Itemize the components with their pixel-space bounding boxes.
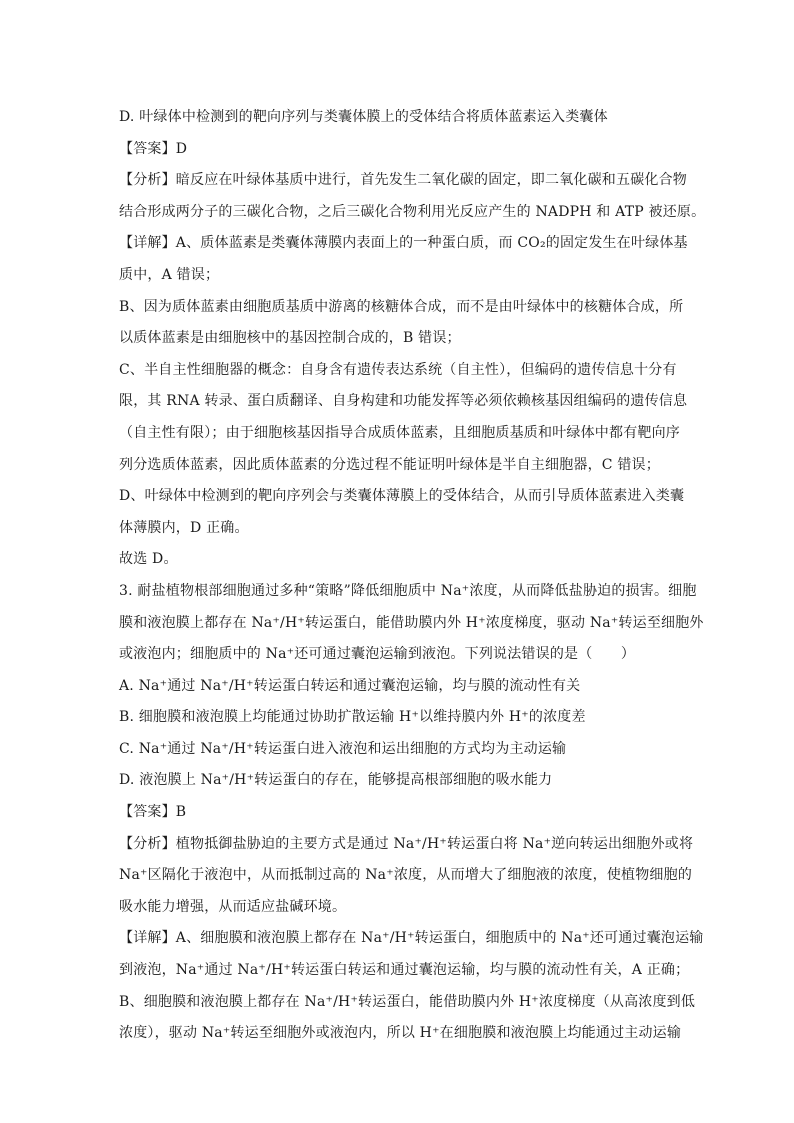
text-line: 体薄膜内，D 正确。: [119, 519, 249, 536]
question-stem: 3. 耐盐植物根部细胞通过多种“策略”降低细胞质中 Na⁺浓度，从而降低盐胁迫的损害。细胞: [119, 582, 697, 599]
text-line: 以质体蓝素是由细胞核中的基因控制合成的，B 错误；: [119, 330, 461, 347]
text-line: D、叶绿体中检测到的靶向序列会与类囊体薄膜上的受体结合，从而引导质体蓝素进入类囊: [119, 488, 685, 505]
text-line: 吸水能力增强，从而适应盐碱环境。: [119, 898, 347, 915]
document-page: [119, 102, 706, 1050]
text-line: 限，其 RNA 转录、蛋白质翻译、自身构建和功能发挥等必须依赖核基因组编码的遗传信息: [119, 393, 688, 410]
detail-line: 【详解】A、细胞膜和液泡膜上都存在 Na⁺/H⁺转运蛋白，细胞质中的 Na⁺还可通过囊泡运输: [119, 930, 704, 947]
answer-line: 【答案】B: [119, 804, 187, 821]
text-line: 浓度），驱动 Na⁺转运至细胞外或液泡内，所以 H⁺在细胞膜和液泡膜上均能通过主动运输: [119, 1025, 682, 1042]
text-line: C、半自主性细胞器的概念：自身含有遗传表达系统（自主性），但编码的遗传信息十分有: [119, 361, 677, 378]
text-line: D. 叶绿体中检测到的靶向序列与类囊体膜上的受体结合将质体蓝素运入类囊体: [119, 109, 608, 125]
question-stem: 或液泡内；细胞质中的 Na⁺还可通过囊泡运输到液泡。下列说法错误的是（ ）: [119, 646, 636, 663]
option-c: C. Na⁺通过 Na⁺/H⁺转运蛋白进入液泡和运出细胞的方式均为主动运输: [119, 740, 567, 757]
text-line: 列分选质体蓝素，因此质体蓝素的分选过程不能证明叶绿体是半自主细胞器，C 错误；: [119, 456, 660, 473]
analysis-line: 【分析】植物抵御盐胁迫的主要方式是通过 Na⁺/H⁺转运蛋白将 Na⁺逆向转运出细胞外或将: [119, 835, 694, 852]
option-b: B. 细胞膜和液泡膜上均能通过协助扩散运输 H⁺以维持膜内外 H⁺的浓度差: [119, 709, 586, 726]
option-d: D. 液泡膜上 Na⁺/H⁺转运蛋白的存在，能够提高根部细胞的吸水能力: [119, 772, 553, 789]
text-line: B、细胞膜和液泡膜上都存在 Na⁺/H⁺转运蛋白，能借助膜内外 H⁺浓度梯度（从高浓度到低: [119, 993, 696, 1010]
text-line: Na⁺区隔化于液泡中，从而抵制过高的 Na⁺浓度，从而增大了细胞液的浓度，使植物细胞的: [119, 867, 693, 884]
text-line: 结合形成两分子的三碳化合物，之后三碳化合物利用光反应产生的 NADPH 和 ATP 被还原。: [119, 203, 706, 220]
option-a: A. Na⁺通过 Na⁺/H⁺转运蛋白转运和通过囊泡运输，均与膜的流动性有关: [119, 677, 581, 694]
detail-line: 【详解】A、质体蓝素是类囊体薄膜内表面上的一种蛋白质，而 CO₂的固定发生在叶绿体基: [119, 235, 688, 252]
text-line: 质中，A 错误；: [119, 266, 220, 283]
analysis-line: 【分析】暗反应在叶绿体基质中进行，首先发生二氧化碳的固定，即二氧化碳和五碳化合物: [119, 172, 687, 189]
text-line: B、因为质体蓝素由细胞质基质中游离的核糖体合成，而不是由叶绿体中的核糖体合成，所: [119, 298, 684, 315]
answer-line: 【答案】D: [119, 140, 188, 157]
text-line: 故选 D。: [119, 551, 178, 568]
text-line: （自主性有限）；由于细胞核基因指导合成质体蓝素，且细胞质基质和叶绿体中都有靶向序: [119, 424, 680, 441]
text-line: 到液泡，Na⁺通过 Na⁺/H⁺转运蛋白转运和通过囊泡运输，均与膜的流动性有关，A 正确；: [119, 962, 690, 979]
question-stem: 膜和液泡膜上都存在 Na⁺/H⁺转运蛋白，能借助膜内外 H⁺浓度梯度，驱动 Na⁺转运至细胞外: [119, 614, 704, 631]
